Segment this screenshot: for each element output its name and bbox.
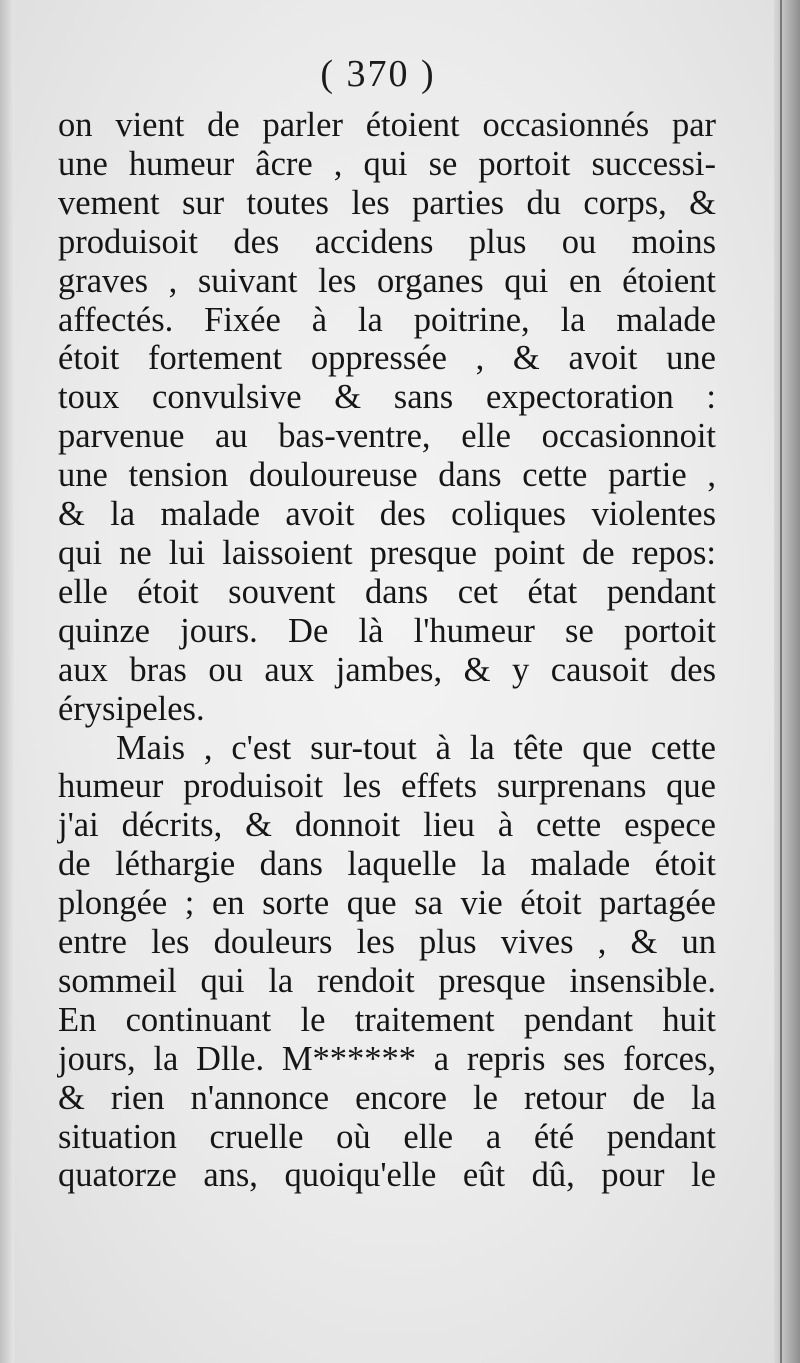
text-line: sommeil qui la rendoit presque insensible. (58, 961, 716, 1000)
text-line: de léthargie dans laquelle la malade étoit (58, 845, 716, 884)
text-line: quatorze ans, quoiqu'elle eût dû, pour le (58, 1156, 716, 1195)
text-line: humeur produisoit les effets surprenans que (58, 767, 716, 806)
text-line: j'ai décrits, & donnoit lieu à cette espece (58, 806, 716, 845)
text-line: Mais , c'est sur-tout à la tête que cette (116, 728, 716, 767)
text-line: étoit fortement oppressée , & avoit une (58, 339, 716, 378)
text-line: une tension douloureuse dans cette partie , (58, 456, 716, 495)
text-line: vement sur toutes les parties du corps, & (58, 183, 716, 222)
text-line: on vient de parler étoient occasionnés par (58, 106, 716, 144)
page-number: ( 370 ) (320, 53, 436, 95)
text-line: & rien n'annonce encore le retour de la (58, 1078, 716, 1117)
text-line: qui ne lui laissoient presque point de repos: (58, 533, 716, 572)
text-line: elle étoit souvent dans cet état pendant (58, 572, 716, 611)
page-edge (774, 0, 800, 1363)
text-line: entre les douleurs les plus vives , & un (58, 923, 716, 962)
text-line: aux bras ou aux jambes, & y causoit des (58, 650, 716, 689)
text-line: quinze jours. De là l'humeur se portoit (58, 611, 716, 650)
page-gutter-shadow (0, 0, 14, 1363)
text-line: parvenue au bas-ventre, elle occasionnoit (58, 417, 716, 456)
text-line: situation cruelle où elle a été pendant (58, 1117, 716, 1156)
text-line: jours, la Dlle. M****** a repris ses forces, (58, 1039, 716, 1078)
text-line: toux convulsive & sans expectoration : (58, 378, 716, 417)
text-line: En continuant le traitement pendant huit (58, 1000, 716, 1039)
text-line: & la malade avoit des coliques violentes (58, 495, 716, 534)
text-line: une humeur âcre , qui se portoit successi- (58, 144, 716, 183)
text-line: érysipeles. (58, 689, 205, 728)
text-line: produisoit des accidens plus ou moins (58, 222, 716, 261)
text-line: affectés. Fixée à la poitrine, la malade (58, 300, 716, 339)
text-line: graves , suivant les organes qui en étoient (58, 261, 716, 300)
text-line: plongée ; en sorte que sa vie étoit partagée (58, 884, 716, 923)
body-text (58, 106, 716, 1195)
